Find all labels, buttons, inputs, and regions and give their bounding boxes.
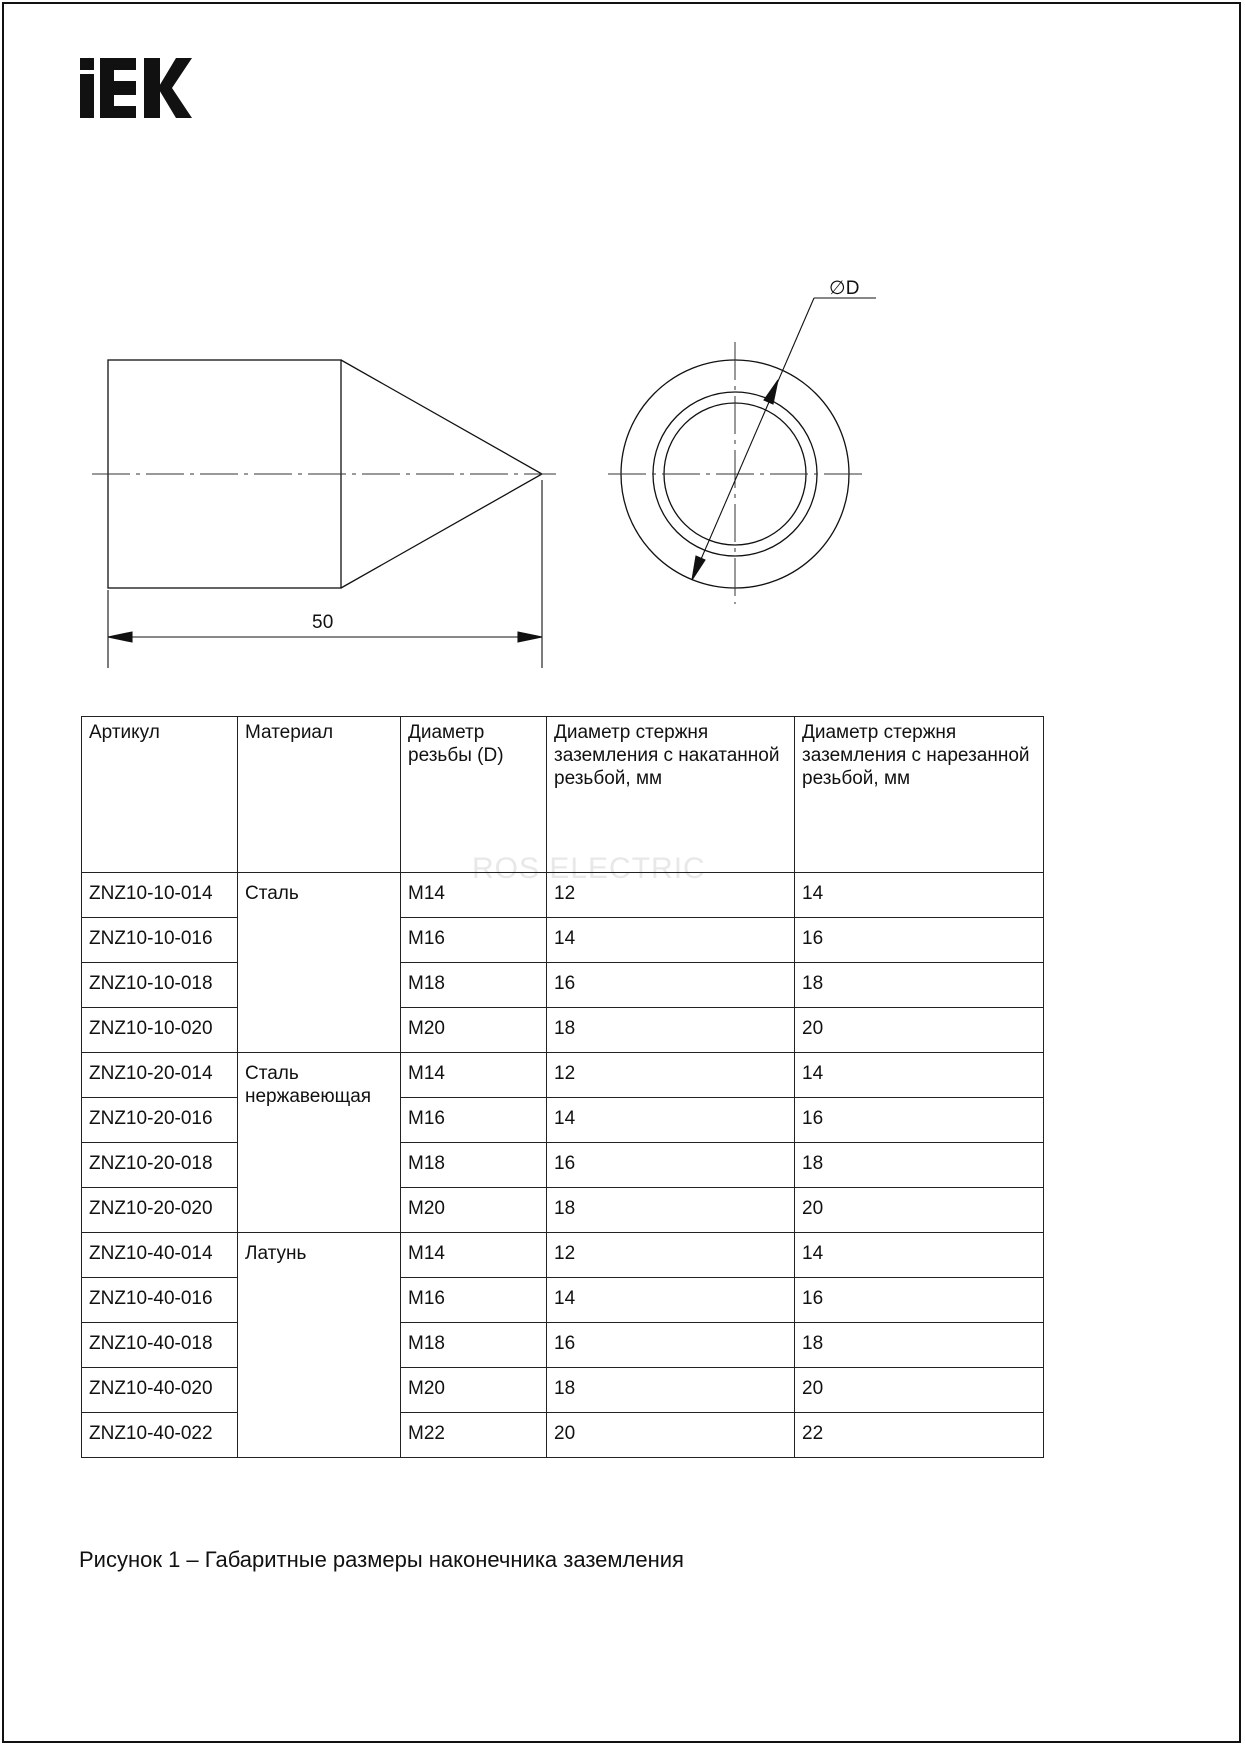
cell-material: Сталь [238,873,401,1053]
front-centerlines [608,342,862,604]
header-thread-diameter: Диаметр резьбы (D) [401,717,547,873]
cell-article: ZNZ10-10-014 [82,873,238,918]
cell-cut: 20 [795,1368,1044,1413]
cell-rolled: 14 [547,1098,795,1143]
cell-thread: M16 [401,1278,547,1323]
length-dimension [108,480,542,668]
cell-article: ZNZ10-40-016 [82,1278,238,1323]
cell-cut: 20 [795,1188,1044,1233]
header-material: Материал [238,717,401,873]
cell-thread: M16 [401,918,547,963]
cell-article: ZNZ10-40-020 [82,1368,238,1413]
cell-cut: 20 [795,1008,1044,1053]
cell-rolled: 14 [547,918,795,963]
table-row [82,873,1044,918]
cell-article: ZNZ10-20-016 [82,1098,238,1143]
cell-thread: M14 [401,873,547,918]
cell-article: ZNZ10-20-018 [82,1143,238,1188]
table-row [82,1098,1044,1143]
cell-article: ZNZ10-10-020 [82,1008,238,1053]
table-row [82,1278,1044,1323]
cell-rolled: 12 [547,1053,795,1098]
cell-cut: 18 [795,963,1044,1008]
cell-rolled: 12 [547,873,795,918]
cell-rolled: 20 [547,1413,795,1458]
cell-article: ZNZ10-10-018 [82,963,238,1008]
cell-cut: 22 [795,1413,1044,1458]
cell-rolled: 16 [547,1143,795,1188]
cell-article: ZNZ10-40-022 [82,1413,238,1458]
cell-rolled: 14 [547,1278,795,1323]
spec-table [81,716,1044,1458]
cell-thread: M22 [401,1413,547,1458]
cell-thread: M20 [401,1368,547,1413]
cell-cut: 14 [795,873,1044,918]
cell-cut: 14 [795,1233,1044,1278]
cell-article: ZNZ10-40-014 [82,1233,238,1278]
cell-cut: 14 [795,1053,1044,1098]
cell-cut: 16 [795,1278,1044,1323]
table-row [82,1008,1044,1053]
cell-thread: M20 [401,1008,547,1053]
table-row [82,1188,1044,1233]
table-row [82,1053,1044,1098]
table-row [82,918,1044,963]
cell-article: ZNZ10-20-020 [82,1188,238,1233]
cell-thread: M20 [401,1188,547,1233]
cell-rolled: 16 [547,963,795,1008]
cell-cut: 18 [795,1143,1044,1188]
cell-article: ZNZ10-40-018 [82,1323,238,1368]
cell-material: Сталь нержавеющая [238,1053,401,1233]
diameter-dimension-label: ∅D [829,278,860,299]
table-row [82,1323,1044,1368]
cell-thread: M18 [401,1143,547,1188]
cell-article: ZNZ10-10-016 [82,918,238,963]
header-article: Артикул [82,717,238,873]
cell-cut: 16 [795,918,1044,963]
watermark: ROS ELECTRIC [472,852,706,885]
table-header-row [82,717,1044,873]
table-row [82,1368,1044,1413]
cell-thread: M18 [401,963,547,1008]
cell-article: ZNZ10-20-014 [82,1053,238,1098]
header-rolled-rod-diameter: Диаметр стержня заземления с накатанной резьбой, мм [547,717,795,873]
table-row [82,1143,1044,1188]
header-cut-rod-diameter: Диаметр стержня заземления с нарезанной резьбой, мм [795,717,1044,873]
cell-rolled: 12 [547,1233,795,1278]
technical-drawing [0,0,1245,700]
length-dimension-label: 50 [312,612,334,633]
figure-caption: Рисунок 1 – Габаритные размеры наконечника заземления [79,1547,684,1572]
cell-thread: M18 [401,1323,547,1368]
cell-rolled: 18 [547,1188,795,1233]
table-row [82,1233,1044,1278]
cell-material: Латунь [238,1233,401,1458]
cell-cut: 16 [795,1098,1044,1143]
cell-rolled: 18 [547,1368,795,1413]
cell-rolled: 16 [547,1323,795,1368]
cell-thread: M16 [401,1098,547,1143]
cell-rolled: 18 [547,1008,795,1053]
table-row [82,1413,1044,1458]
diameter-dimension [692,298,876,580]
cell-cut: 18 [795,1323,1044,1368]
cell-thread: M14 [401,1053,547,1098]
cell-thread: M14 [401,1233,547,1278]
table-row [82,963,1044,1008]
